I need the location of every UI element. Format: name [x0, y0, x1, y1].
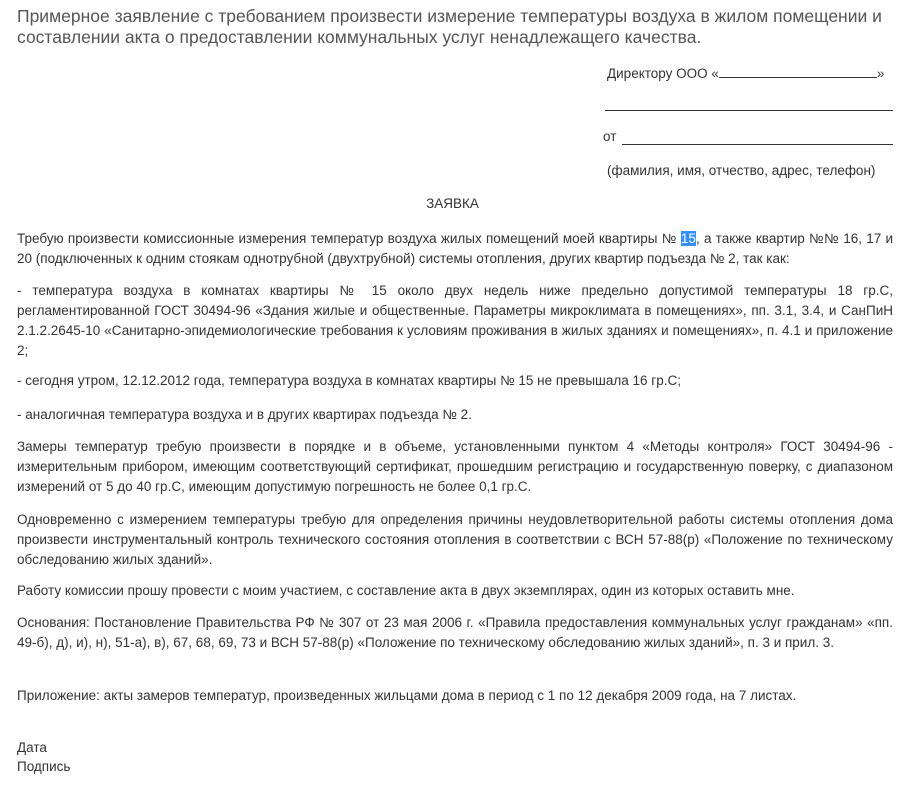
addressee-line [607, 63, 884, 81]
from-label: от [603, 129, 617, 144]
paragraph-request-text: Требую произвести комиссионные измерения температур воздуха жилых помещений моей квартиры № [17, 231, 681, 246]
page-title: Примерное заявление с требованием произвести измерение температуры воздуха в жилом помещении и составлении акта о предоставлении коммунальных услуг ненадлежащего качества. [17, 6, 882, 47]
signature-label: Подпись [17, 759, 71, 774]
paragraph-reason-3: - аналогичная температура воздуха и в других квартирах подъезда № 2. [17, 407, 472, 422]
paragraph-reason-2: - сегодня утром, 12.12.2012 года, температура воздуха в комнатах квартиры № 15 не превышала 16 гр.С; [17, 373, 681, 388]
paragraph-measurement: Замеры температур требую произвести в порядке и в объеме, установленными пунктом 4 «Методы контроля» ГОСТ 30494-96 - измерительным прибором, имеющим соответствующий сертификат, прошедшим регистрацию и государственную поверку, с диапазоном измерений от 5 до 40 гр.С, имеющим допустимую погрешность не более 0,1 гр.С. [17, 439, 893, 494]
date-label: Дата [17, 740, 47, 755]
addressee-blank-line [605, 110, 893, 111]
addressee-note: (фамилия, имя, отчество, адрес, телефон) [607, 163, 876, 178]
company-name-blank [719, 63, 877, 78]
paragraph-appendix: Приложение: акты замеров температур, произведенных жильцами дома в период с 1 по 12 декабря 2009 года, на 7 листах. [17, 688, 797, 703]
paragraph-request-text-cont: , а также квартир №№ 16, 17 и 20 (подключенных к одним стоякам однотрубной (двухтрубной) системы отопления, других квартир подъезда № 2, так как: [17, 231, 893, 266]
paragraph-request [17, 229, 893, 269]
from-blank-line [622, 144, 893, 145]
document-title: ЗАЯВКА [426, 196, 479, 211]
addressee-director-label: Директору ООО « [607, 66, 719, 81]
paragraph-grounds: Основания: Постановление Правительства РФ № 307 от 23 мая 2006 г. «Правила предоставления коммунальных услуг гражданам» «пп. 49-б), д), и), н), 51-а), в), 67, 68, 69, 73 и ВСН 57-88(р) «Положение по техническому обследованию жилых зданий», п. 3 и прил. 3. [17, 615, 893, 650]
paragraph-inspection: Одновременно с измерением температуры требую для определения причины неудовлетворительной работы системы отопления дома произвести инструментальный контроль технического состояния отопления в соответствии с ВСН 57-88(р) «Положение по техническому обследованию жилых зданий». [17, 512, 893, 567]
selected-text: 15 [680, 231, 696, 246]
paragraph-commission: Работу комиссии прошу провести с моим участием, с составление акта в двух экземплярах, один из которых оставить мне. [17, 583, 795, 598]
paragraph-reason-1: - температура воздуха в комнатах квартиры № 15 около двух недель ниже предельно допустимой температуры 18 гр.С, регламентированной ГОСТ 30494-96 «Здания жилые и общественные. Параметры микроклимата в помещениях», пп. 3.1, 3.4, и СанПиН 2.1.2.2645-10 «Санитарно-эпидемиологические требования к условиям проживания в жилых зданиях и помещениях», п. 4.1 и приложение 2; [17, 283, 893, 358]
addressee-quote-close: » [876, 66, 885, 81]
